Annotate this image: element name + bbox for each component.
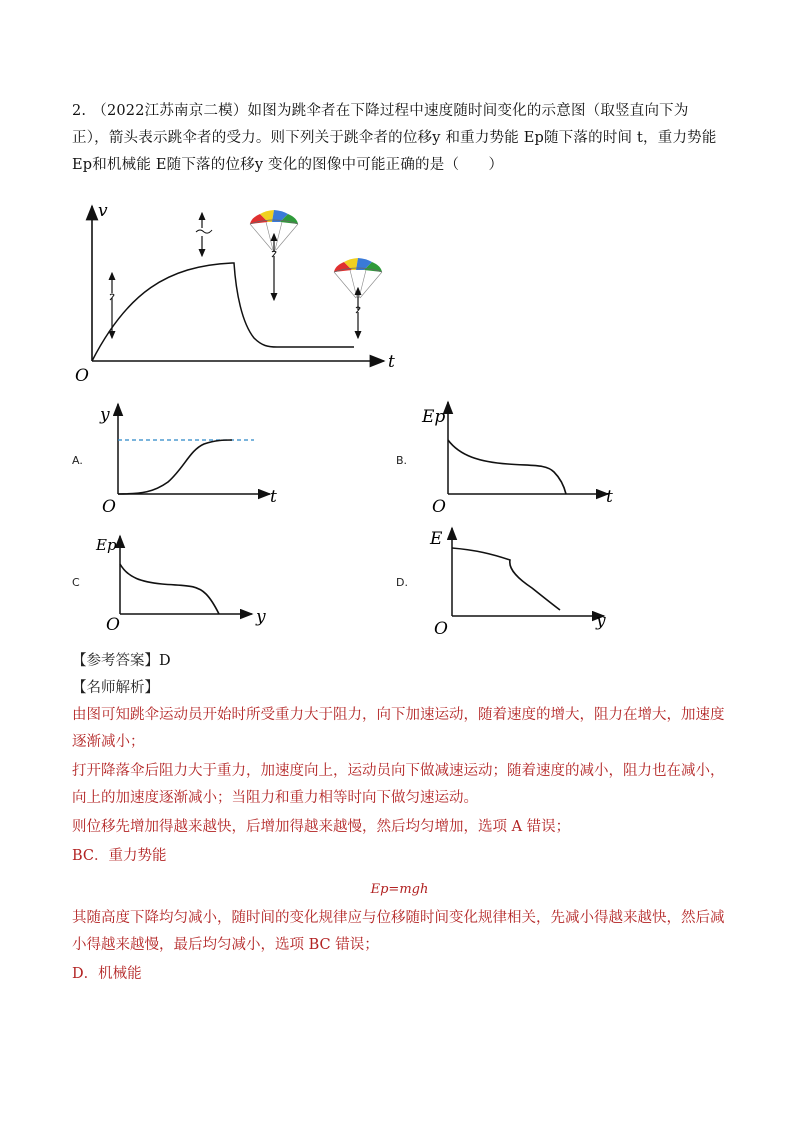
option-b-y-label: Ep xyxy=(422,407,446,427)
v-axis-label: v xyxy=(98,201,108,221)
question-body: （2022江苏南京二模）如图为跳伞者在下降过程中速度随时间变化的示意图（取竖直向下为正），箭头表示跳伞者的受力。则下列关于跳伞者的位移y 和重力势能 Ep随下落的时间 t，重力势能 Ep和机械能 E随下落的位移y 变化的图像中可能正确的是（ ） xyxy=(72,103,717,173)
parachute-icon-2 xyxy=(334,258,382,338)
velocity-curve xyxy=(92,263,354,361)
option-a-origin: O xyxy=(102,497,116,517)
option-a-graph xyxy=(92,400,292,518)
option-d-y-label: E xyxy=(430,529,443,549)
analysis-line-1: 由图可知跳伞运动员开始时所受重力大于阻力，向下加速运动，随着速度的增大，阻力在增大，加速度逐渐减小； xyxy=(72,707,725,750)
option-d-x-label: y xyxy=(596,611,606,631)
option-b-label: B. xyxy=(396,454,408,467)
option-c-curve xyxy=(120,564,219,614)
option-a-label: A. xyxy=(72,454,83,467)
option-b-x-label: t xyxy=(606,487,613,507)
question-number: 2. xyxy=(72,103,87,119)
option-c-origin: O xyxy=(106,615,120,635)
reference-answer xyxy=(72,648,727,675)
option-c-graph xyxy=(92,532,292,636)
option-a-curve xyxy=(118,440,232,494)
potential-energy-formula: Ep=mgh xyxy=(370,882,429,897)
velocity-time-figure xyxy=(72,198,402,388)
t-axis-label: t xyxy=(388,352,395,372)
option-d-label: D. xyxy=(396,576,408,589)
force-arrows-start xyxy=(110,273,114,338)
answer-section xyxy=(72,648,727,988)
reference-answer-tag: 【参考答案】 xyxy=(72,653,159,669)
option-c-y-label: Ep xyxy=(96,536,117,554)
analysis-line-6: 其随高度下降均匀减小，随时间的变化规律应与位移随时间变化规律相关，先减小得越来越快，然后减小得越来越慢，最后均匀减小，选项 BC 错误； xyxy=(72,910,725,953)
option-b-graph xyxy=(420,398,620,518)
question-text xyxy=(72,98,722,179)
parachute-icon xyxy=(250,210,298,300)
analysis-tag: 【名师解析】 xyxy=(72,680,159,696)
option-b-origin: O xyxy=(432,497,446,517)
force-arrows-terminal xyxy=(196,213,212,256)
analysis-line-3: 则位移先增加得越来越快，后增加得越来越慢，然后均匀增加，选项 A 错误； xyxy=(72,819,571,835)
option-d-graph xyxy=(428,524,618,640)
origin-label: O xyxy=(75,366,89,386)
option-a-x-label: t xyxy=(270,487,277,507)
option-d-origin: O xyxy=(434,619,448,639)
analysis-line-2: 打开降落伞后阻力大于重力，加速度向上，运动员向下做减速运动；随着速度的减小，阻力也在减小，向上的加速度逐渐减小；当阻力和重力相等时向下做匀速运动。 xyxy=(72,763,725,806)
option-d-curve xyxy=(452,548,560,610)
analysis-line-4: BC．重力势能 xyxy=(72,848,167,864)
option-c-x-label: y xyxy=(256,607,266,627)
analysis-line-7: D．机械能 xyxy=(72,966,142,982)
option-a-y-label: y xyxy=(100,405,110,425)
option-c-label: C xyxy=(72,576,80,589)
option-b-curve xyxy=(448,440,566,494)
reference-answer-value: D xyxy=(159,653,171,669)
